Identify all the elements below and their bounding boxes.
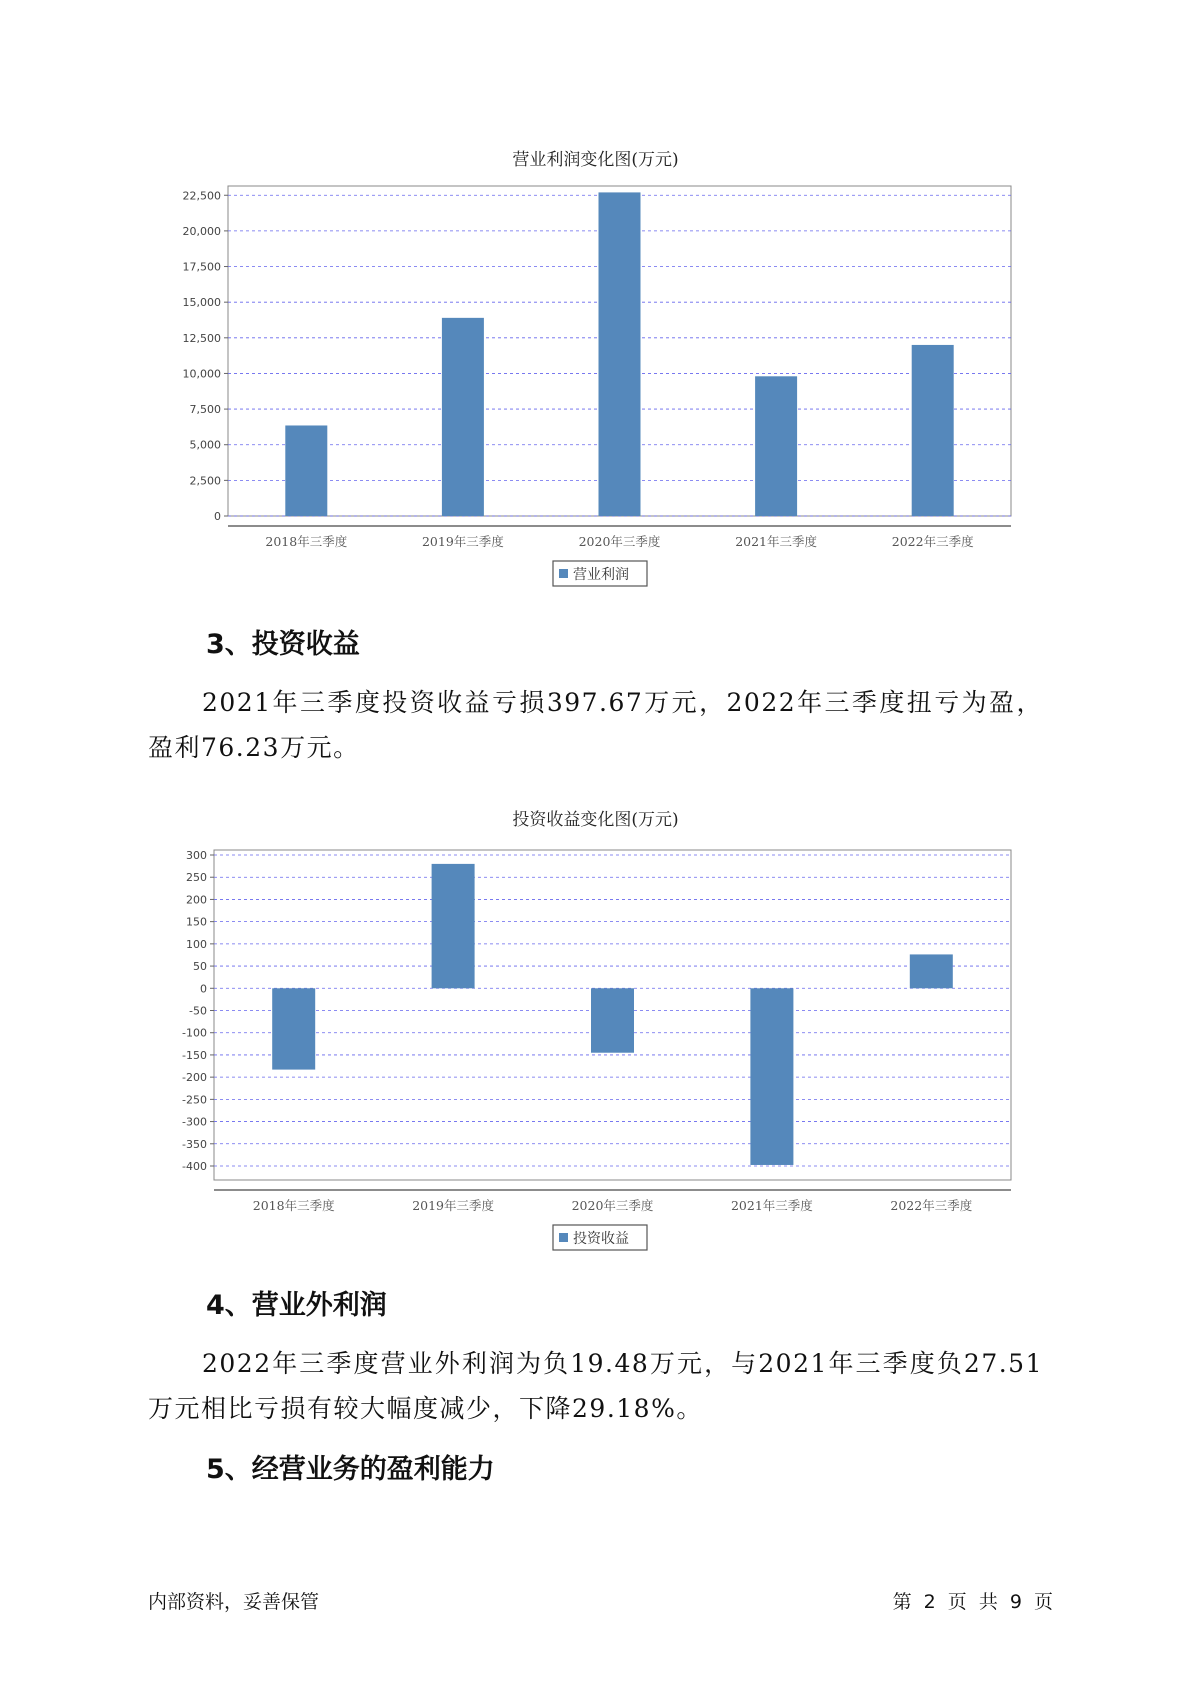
y-tick-label: 20,000 [182,224,221,238]
category-label: 2022年三季度 [891,534,974,549]
footer-page-number: 第 2 页 共 9 页 [892,1591,1053,1613]
bar-1 [272,988,315,1069]
y-tick-label: 50 [193,960,207,974]
y-tick-label: -100 [182,1026,207,1040]
y-tick-label: -50 [189,1004,207,1018]
category-label: 2019年三季度 [412,1198,495,1213]
y-tick-label: 250 [186,871,207,885]
paragraph-non-operating-profit: 2022年三季度营业外利润为负19.48万元，与2021年三季度负27.51万元相比亏损有较大幅度减少，下降29.18%。 [148,1349,1043,1423]
category-label: 2020年三季度 [578,534,661,549]
y-tick-label: -250 [182,1093,207,1107]
y-tick-label: 200 [186,893,207,907]
footer-confidential-note: 内部资料，妥善保管 [148,1591,320,1613]
y-tick-label: -400 [182,1160,207,1173]
y-tick-label: 300 [186,849,207,862]
y-tick-label: 2,500 [189,474,221,488]
bar-5 [910,954,953,988]
y-tick-label: 150 [186,915,207,929]
chart-title-investment-income: 投资收益变化图(万元) [512,810,679,830]
heading-investment-income: 3、投资收益 [206,629,360,660]
y-tick-label: -300 [182,1115,207,1129]
y-tick-label: 17,500 [182,260,221,274]
bar-3 [591,988,634,1052]
y-tick-label: 22,500 [182,189,221,203]
y-tick-label: 100 [186,937,207,951]
y-tick-label: 10,000 [182,367,221,381]
paragraph-investment-income: 2021年三季度投资收益亏损397.67万元，2022年三季度扭亏为盈，盈利76.23万元。 [148,688,1043,762]
chart-title-operating-profit: 营业利润变化图(万元) [512,150,679,170]
y-tick-label: -200 [182,1071,207,1085]
y-tick-label: 5,000 [189,438,221,452]
category-label: 2021年三季度 [730,1198,813,1213]
category-label: 2020年三季度 [571,1198,654,1213]
category-label: 2018年三季度 [265,534,348,549]
y-tick-label: 7,500 [189,403,221,417]
heading-non-operating-profit: 4、营业外利润 [206,1290,387,1321]
category-label: 2018年三季度 [252,1198,335,1213]
category-label: 2021年三季度 [735,534,818,549]
legend-swatch [559,1233,568,1242]
category-label: 2022年三季度 [890,1198,973,1213]
category-label: 2019年三季度 [421,534,504,549]
y-tick-label: 15,000 [182,296,221,310]
bar-4 [750,988,793,1165]
legend-label: 营业利润 [573,567,629,583]
y-tick-label: 0 [214,510,221,523]
legend-label: 投资收益 [573,1231,629,1247]
y-tick-label: 0 [200,982,207,996]
y-tick-label: -150 [182,1048,207,1062]
heading-operating-profitability: 5、经营业务的盈利能力 [206,1454,495,1485]
y-tick-label: 12,500 [182,331,221,345]
y-tick-label: -350 [182,1137,207,1151]
bar-2 [432,864,475,988]
